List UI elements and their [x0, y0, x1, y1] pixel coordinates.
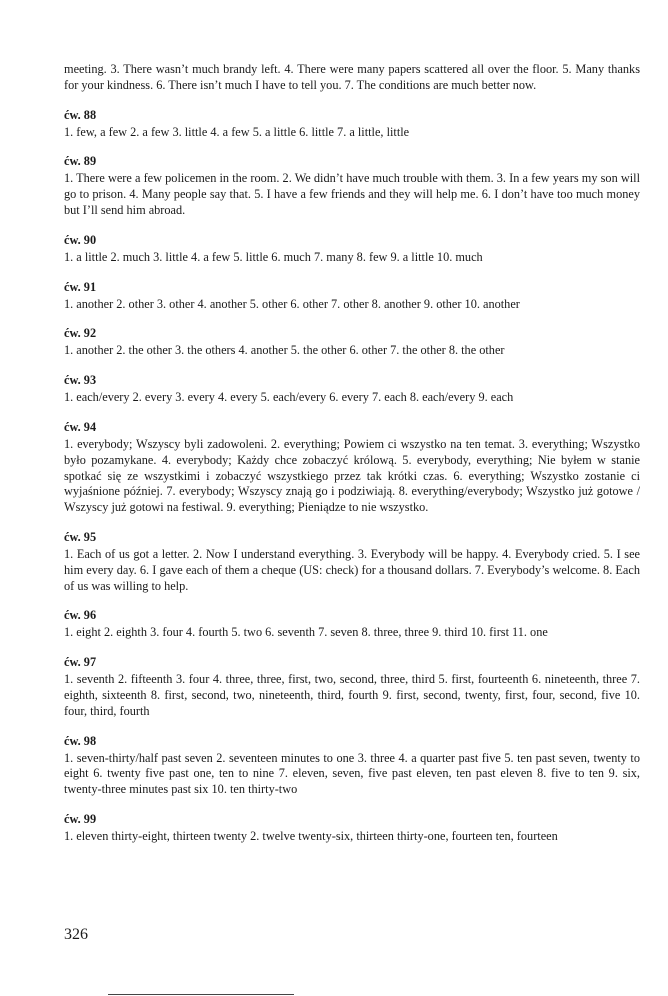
intro-paragraph: meeting. 3. There wasn’t much brandy left. 4. There were many papers scattered all over the floor. 5. Many thanks for your kindness. 6. There isn’t much I have to tell you. 7. The conditions are much better now. [64, 62, 640, 92]
page-body [64, 62, 640, 845]
exercise-answers: 1. seventh 2. fifteenth 3. four 4. three, three, first, two, second, three, third 5. first, fourteenth 6. nineteenth, three 7. eighth, sixteenth 8. first, second, two, nineteenth, third, fourth 9. first, second, twenty, first, four, second, five 10. four, third, fourth [64, 672, 640, 718]
exercise-94 [64, 420, 640, 516]
exercise-97 [64, 655, 640, 719]
exercise-answers: 1. another 2. the other 3. the others 4. another 5. the other 6. other 7. the other 8. the other [64, 343, 505, 358]
exercise-90 [64, 233, 640, 266]
exercise-answers: 1. seven-thirty/half past seven 2. seventeen minutes to one 3. three 4. a quarter past five 5. ten past seven, twenty to eight 6. twenty five past one, ten to nine 7. eleven, seven, five past eleven, ten past eleven 8. five to ten 9. six, twenty-three minutes past six 10. ten thirty-two [64, 750, 640, 797]
exercise-heading: ćw. 88 [64, 107, 97, 122]
exercise-96 [64, 608, 640, 641]
exercise-heading: ćw. 94 [64, 419, 97, 434]
exercise-heading: ćw. 99 [64, 811, 97, 826]
exercise-answers: 1. There were a few policemen in the room. 2. We didn’t have much trouble with them. 3. In a few years my son will go to prison. 4. Many people say that. 5. I have a few friends and they will help me. 6. I don’t have too much money but I’ll send him abroad. [64, 171, 640, 217]
exercise-heading: ćw. 91 [64, 279, 97, 294]
exercise-answers: 1. few, a few 2. a few 3. little 4. a few 5. a little 6. little 7. a little, little [64, 124, 410, 139]
exercise-heading: ćw. 95 [64, 529, 97, 544]
exercise-88 [64, 108, 640, 141]
exercise-heading: ćw. 89 [64, 154, 97, 169]
exercise-95 [64, 530, 640, 594]
page-number: 326 [64, 926, 88, 943]
exercise-answers: 1. Each of us got a letter. 2. Now I understand everything. 3. Everybody will be happy. 4. Everybody cried. 5. I see him every day. 6. I gave each of them a cheque (US: check) for a thousand dollars. 7. Everybody’s welcome. 8. Each of us was willing to help. [64, 546, 640, 593]
exercise-93 [64, 373, 640, 406]
exercise-answers: 1. everybody; Wszyscy byli zadowoleni. 2. everything; Powiem ci wszystko na ten temat. 3. everything; Wszystko było pozamykane. 4. everybody; Każdy chce zobaczyć królową. 5. everybody, everything; Nie byłem w stanie spotkać się ze wszystkimi i zobaczyć wszystkiego przez tak krótki czas. 6. everything; Wszystko zostanie ci wyjaśnione później. 7. everybody; Wszyscy znają go i podziwiają. 8. everything/everybody; Wszystko już gotowe / Wszyscy już gotowi na festiwal. 9. everything; Pieniądze to nie wszystko. [64, 436, 640, 515]
exercise-92 [64, 326, 640, 359]
exercise-heading: ćw. 97 [64, 655, 97, 670]
exercise-answers: 1. eight 2. eighth 3. four 4. fourth 5. two 6. seventh 7. seven 8. three, three 9. third 10. first 11. one [64, 625, 548, 640]
exercise-heading: ćw. 96 [64, 608, 97, 623]
exercise-heading: ćw. 92 [64, 326, 97, 341]
exercise-heading: ćw. 93 [64, 373, 97, 388]
footer-divider [108, 994, 294, 995]
exercise-98 [64, 734, 640, 798]
exercise-99 [64, 812, 640, 845]
exercise-answers: 1. a little 2. much 3. little 4. a few 5. little 6. much 7. many 8. few 9. a little 10. much [64, 249, 483, 264]
exercise-89 [64, 154, 640, 218]
exercise-heading: ćw. 90 [64, 232, 97, 247]
exercise-answers: 1. each/every 2. every 3. every 4. every 5. each/every 6. every 7. each 8. each/every 9. each [64, 390, 514, 405]
exercise-heading: ćw. 98 [64, 733, 97, 748]
exercise-answers: 1. eleven thirty-eight, thirteen twenty 2. twelve twenty-six, thirteen thirty-one, fourteen ten, fourteen [64, 828, 558, 843]
exercise-answers: 1. another 2. other 3. other 4. another 5. other 6. other 7. other 8. another 9. other 10. another [64, 296, 520, 311]
exercise-91 [64, 280, 640, 313]
